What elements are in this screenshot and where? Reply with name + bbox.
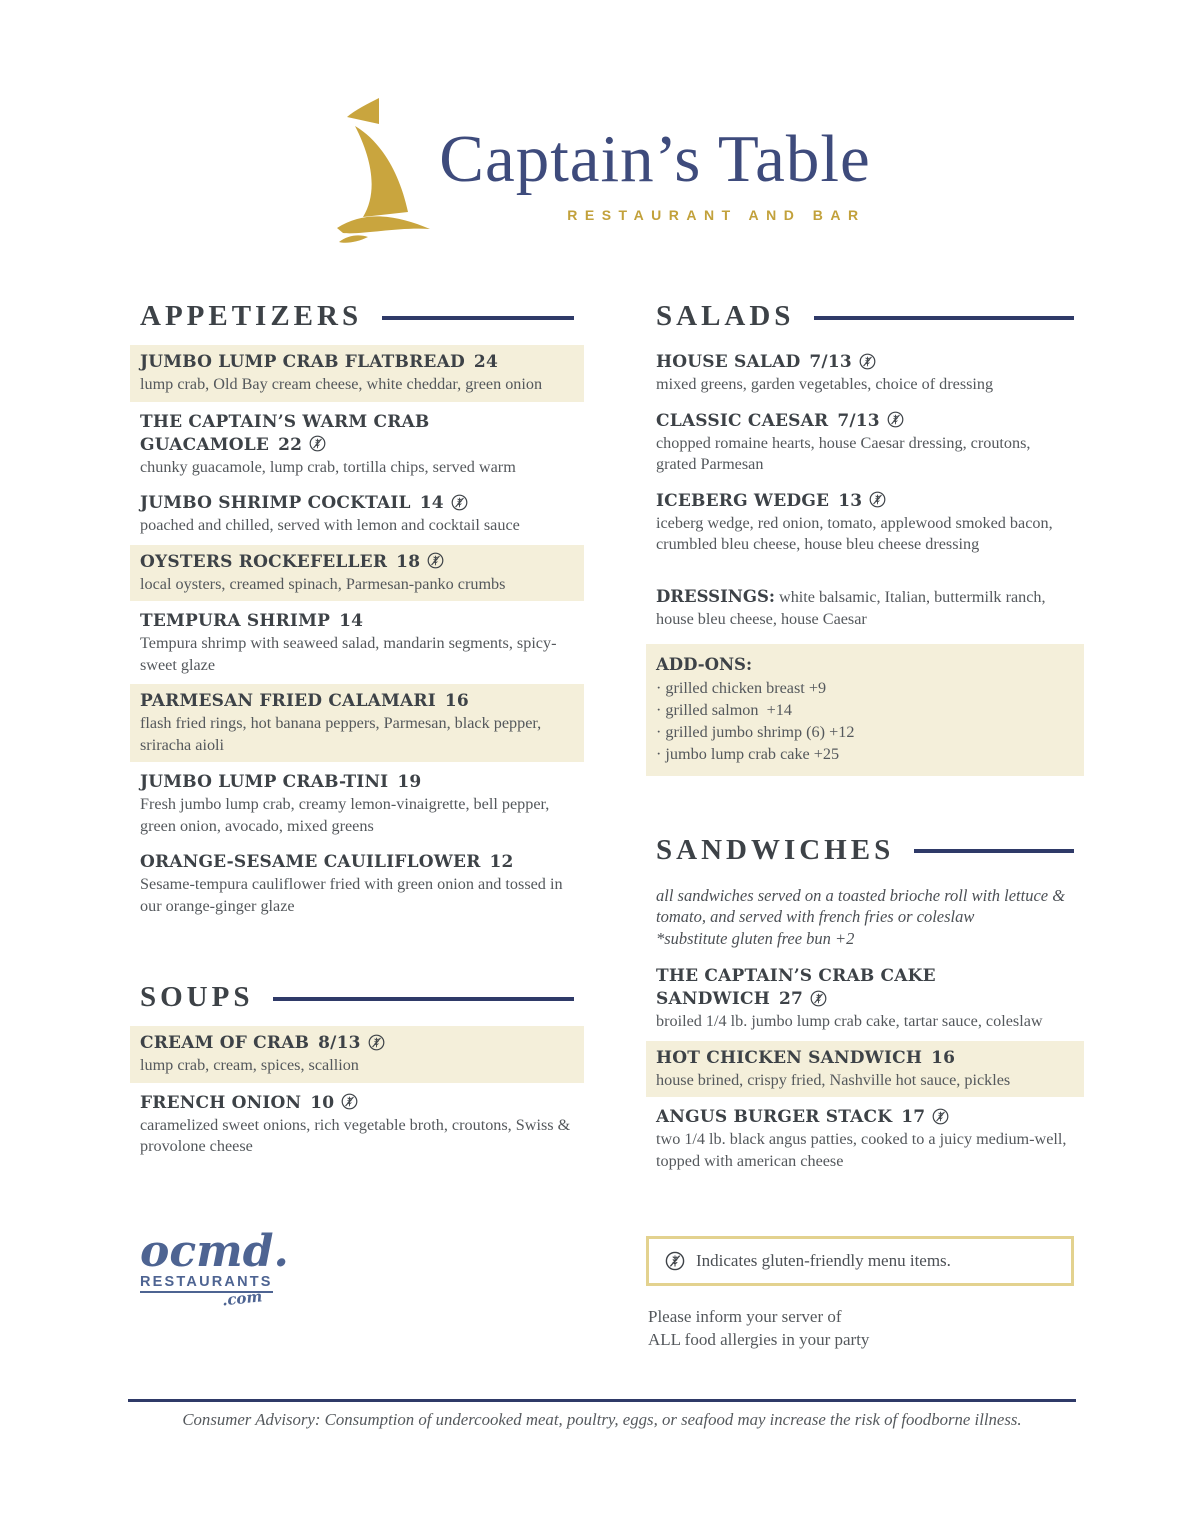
- sandwiches-note: [656, 885, 1090, 950]
- item-name: ANGUS BURGER STACK: [656, 1107, 893, 1127]
- sandwiches-note-line: all sandwiches served on a toasted brioche roll with lettuce & tomato, and served with french fries or coleslaw: [656, 885, 1066, 926]
- item-desc: chopped romaine hearts, house Caesar dressing, croutons, grated Parmesan: [656, 433, 1031, 473]
- sandwiches-note-substitute: *substitute gluten free bun +2: [656, 928, 855, 948]
- ocmd-restaurants-text: RESTAURANTS: [140, 1274, 273, 1293]
- item-price: 27: [778, 989, 804, 1009]
- menu-item: [656, 1106, 1074, 1172]
- item-title: [140, 771, 574, 794]
- item-desc: Sesame-tempura cauliflower fried with green onion and tossed in our orange-ginger glaze: [140, 875, 563, 915]
- item-desc: caramelized sweet onions, rich vegetable broth, croutons, Swiss & provolone cheese: [140, 1115, 571, 1155]
- item-name: CLASSIC CAESAR: [656, 410, 829, 431]
- section-title: SANDWICHES: [656, 833, 895, 866]
- menu-item: [656, 490, 1074, 556]
- menu-item: [130, 345, 584, 402]
- item-price: 14: [339, 611, 364, 631]
- item-desc: poached and chilled, served with lemon and cocktail sauce: [140, 516, 520, 534]
- gluten-friendly-icon: [887, 411, 904, 428]
- ocmd-com-text: .com: [221, 1286, 264, 1309]
- dressings-text: white balsamic, Italian, buttermilk ranch, house bleu cheese, house Caesar: [656, 587, 1046, 628]
- gluten-friendly-icon: [810, 990, 827, 1007]
- item-title: [656, 1047, 1074, 1070]
- item-price: 7/13: [837, 410, 880, 431]
- item-desc: lump crab, Old Bay cream cheese, white cheddar, green onion: [140, 375, 543, 393]
- item-price: 19: [397, 772, 422, 792]
- restaurant-logo: [0, 88, 1204, 260]
- footer-rule: [128, 1399, 1076, 1402]
- item-title: [656, 965, 1074, 1011]
- logo-text: [439, 121, 871, 223]
- item-name: TEMPURA SHRIMP: [140, 611, 331, 631]
- item-title: [656, 410, 1074, 433]
- menu-item: [140, 492, 574, 537]
- logo-subtitle: RESTAURANT AND BAR: [567, 206, 866, 223]
- item-desc: lump crab, cream, spices, scallion: [140, 1056, 359, 1074]
- item-price: 7/13: [809, 352, 852, 372]
- right-column: [648, 300, 1074, 1351]
- menu-columns: [140, 300, 1074, 1351]
- item-price: 18: [396, 551, 421, 572]
- gluten-friendly-icon: [341, 1093, 358, 1110]
- section-rule: [814, 316, 1074, 320]
- gluten-friendly-icon: [427, 552, 444, 569]
- item-price: 24: [473, 352, 498, 372]
- menu-item: [140, 610, 574, 676]
- item-desc: local oysters, creamed spinach, Parmesan-panko crumbs: [140, 574, 506, 593]
- menu-item: [140, 851, 574, 917]
- section-header-soups: [140, 981, 574, 1014]
- logo-title: Captain’s Table: [439, 121, 871, 196]
- item-desc: mixed greens, garden vegetables, choice of dressing: [656, 375, 994, 393]
- ocmd-restaurants-logo: [140, 1225, 289, 1309]
- item-price: 14: [419, 493, 444, 513]
- section-title: APPETIZERS: [140, 300, 363, 332]
- gluten-friendly-icon: [665, 1251, 685, 1271]
- menu-item: [130, 545, 584, 602]
- menu-item: [140, 411, 574, 479]
- menu-item: [656, 965, 1074, 1033]
- item-name: FRENCH ONION: [140, 1092, 302, 1113]
- gluten-friendly-icon: [932, 1108, 949, 1125]
- section-rule: [382, 316, 574, 320]
- item-name: HOUSE SALAD: [656, 352, 801, 372]
- left-column: [140, 300, 574, 1351]
- consumer-advisory: Consumer Advisory: Consumption of undercooked meat, poultry, eggs, or seafood may increase the risk of foodborne illness.: [182, 1410, 1022, 1429]
- section-header-salads: [656, 300, 1074, 333]
- item-desc: chunky guacamole, lump crab, tortilla chips, served warm: [140, 457, 516, 476]
- gluten-note-text: Indicates gluten-friendly menu items.: [696, 1251, 951, 1270]
- menu-item: [130, 1026, 584, 1083]
- gluten-friendly-icon: [368, 1034, 385, 1051]
- item-desc: Fresh jumbo lump crab, creamy lemon-vinaigrette, bell pepper, green onion, avocado, mixed greens: [140, 795, 550, 835]
- item-title: [656, 1106, 1074, 1129]
- item-price: 10: [310, 1092, 335, 1113]
- item-title: [140, 1032, 574, 1055]
- menu-item: [140, 1092, 574, 1158]
- item-name: HOT CHICKEN SANDWICH: [656, 1047, 923, 1068]
- item-name: JUMBO LUMP CRAB-TINI: [140, 772, 389, 792]
- item-title: [140, 610, 574, 633]
- allergy-note-line1: Please inform your server of: [648, 1307, 842, 1326]
- addon-line: · grilled chicken breast +9: [656, 678, 827, 697]
- item-price: 8/13: [318, 1033, 361, 1053]
- item-desc: house brined, crispy fried, Nashville hot sauce, pickles: [656, 1070, 1011, 1089]
- gluten-friendly-note-box: [646, 1236, 1074, 1286]
- menu-item: [656, 351, 1074, 396]
- item-desc: two 1/4 lb. black angus patties, cooked to a juicy medium-well, topped with american cheese: [656, 1130, 1067, 1170]
- addon-line: · grilled salmon +14: [656, 700, 792, 719]
- item-title: [140, 492, 574, 515]
- gluten-friendly-icon: [869, 491, 886, 508]
- dressings-note: [656, 586, 1074, 630]
- item-desc: flash fried rings, hot banana peppers, Parmesan, black pepper, sriracha aioli: [140, 714, 542, 754]
- menu-item: [130, 684, 584, 762]
- item-name: ORANGE-SESAME CAUILIFLOWER: [140, 852, 481, 872]
- item-price: 16: [444, 691, 469, 711]
- ocmd-wordmark: ocmd.: [140, 1225, 289, 1277]
- item-price: 17: [901, 1107, 926, 1127]
- item-title: [656, 351, 1074, 374]
- item-title: [140, 690, 574, 713]
- sailboat-icon: [333, 92, 433, 250]
- item-desc: Tempura shrimp with seaweed salad, mandarin segments, spicy-sweet glaze: [140, 634, 557, 674]
- item-name: THE CAPTAIN’S CRAB CAKE SANDWICH: [656, 966, 936, 1009]
- allergy-note: [646, 1306, 1074, 1351]
- item-price: 16: [931, 1047, 956, 1068]
- item-price: 13: [838, 490, 863, 511]
- item-name: OYSTERS ROCKEFELLER: [140, 551, 388, 572]
- menu-item: [656, 410, 1074, 476]
- addons-title: ADD-ONS:: [656, 654, 753, 674]
- section-rule: [914, 849, 1074, 853]
- section-title: SALADS: [656, 300, 795, 332]
- section-title: SOUPS: [140, 981, 254, 1013]
- item-title: [140, 851, 574, 874]
- item-name: JUMBO LUMP CRAB FLATBREAD: [140, 352, 465, 372]
- item-name: THE CAPTAIN’S WARM CRAB GUACAMOLE: [140, 411, 430, 455]
- section-header-appetizers: [140, 300, 574, 333]
- allergy-note-line2: ALL food allergies in your party: [648, 1329, 870, 1349]
- gluten-friendly-icon: [309, 435, 326, 452]
- item-name: JUMBO SHRIMP COCKTAIL: [140, 493, 411, 513]
- dressings-label: DRESSINGS:: [656, 586, 775, 606]
- item-desc: broiled 1/4 lb. jumbo lump crab cake, tartar sauce, coleslaw: [656, 1012, 1043, 1030]
- item-title: [140, 551, 574, 574]
- addons-block: [646, 644, 1084, 776]
- menu-item: [646, 1041, 1084, 1098]
- item-name: ICEBERG WEDGE: [656, 490, 830, 511]
- menu-item: [140, 771, 574, 837]
- item-desc: iceberg wedge, red onion, tomato, applewood smoked bacon, crumbled bleu cheese, house bleu cheese dressing: [656, 513, 1053, 553]
- addon-line: · grilled jumbo shrimp (6) +12: [656, 722, 855, 741]
- section-header-sandwiches: [656, 834, 1074, 867]
- item-title: [140, 351, 574, 374]
- section-rule: [273, 997, 574, 1001]
- item-price: 22: [278, 434, 303, 455]
- item-name: CREAM OF CRAB: [140, 1033, 310, 1053]
- item-title: [140, 1092, 574, 1115]
- gluten-friendly-icon: [859, 353, 876, 370]
- gluten-friendly-icon: [451, 494, 468, 511]
- addon-line: · jumbo lump crab cake +25: [656, 744, 840, 763]
- item-title: [656, 490, 1074, 513]
- item-name: PARMESAN FRIED CALAMARI: [140, 691, 436, 711]
- item-title: [140, 411, 574, 457]
- item-price: 12: [489, 852, 514, 872]
